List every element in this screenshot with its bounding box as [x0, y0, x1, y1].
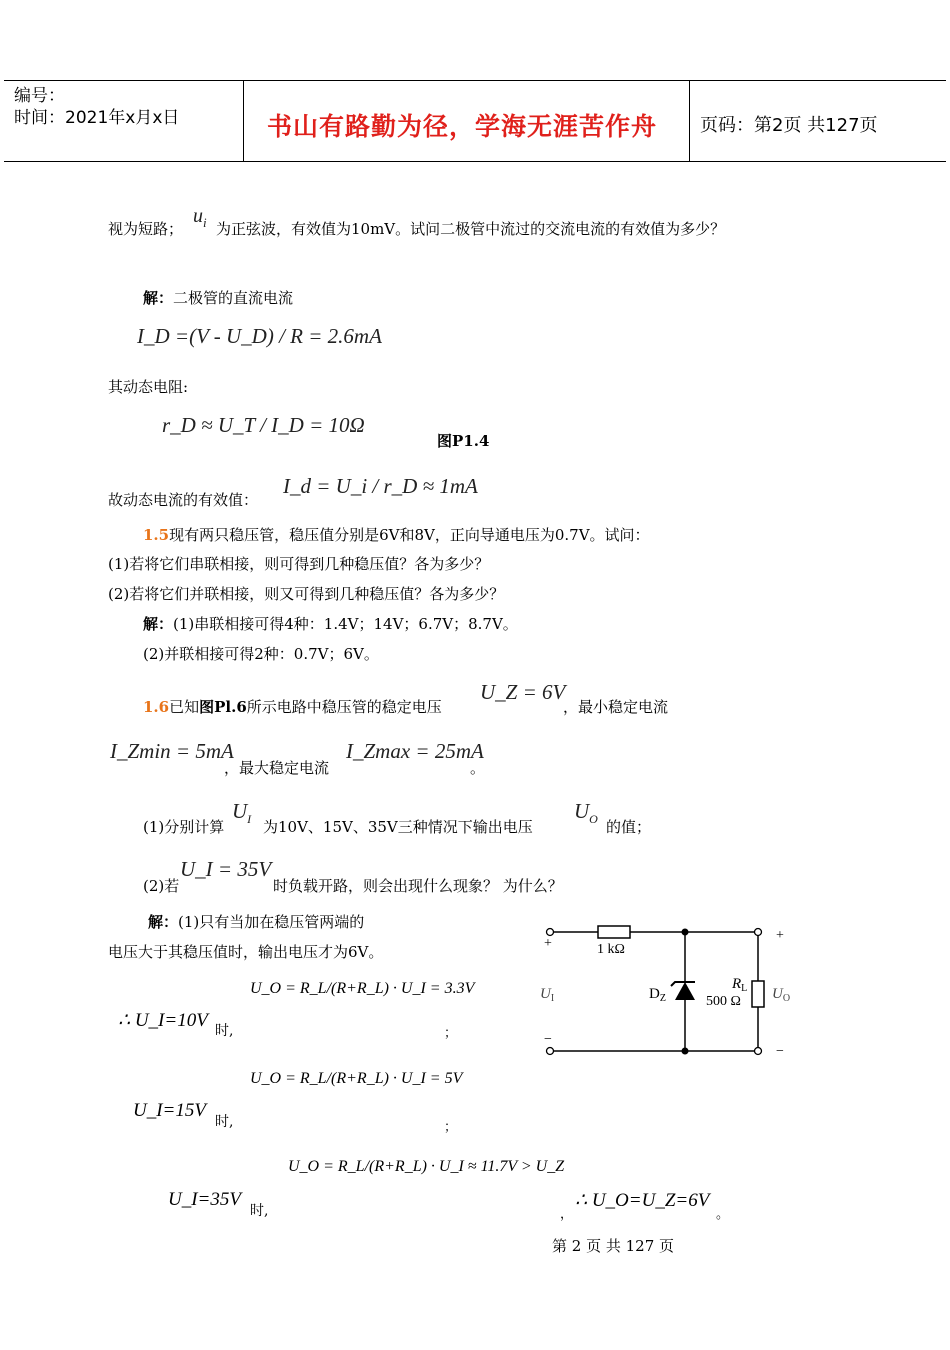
terminal-out-bottom	[755, 1048, 762, 1055]
equation-izmax: I_Zmax = 25mA	[346, 739, 484, 763]
question-1-6-part1b: 为10V、15V、35V三种情况下输出电压	[263, 818, 533, 836]
case3-comma: ，	[560, 1207, 574, 1222]
equation-izmin: I_Zmin = 5mA	[110, 739, 234, 763]
answer-1-6-line2: 电压大于其稳压值时，输出电压才为6V。	[108, 943, 384, 961]
label-uo: $U_O$	[772, 986, 791, 1004]
answer-1-6-line1	[148, 911, 364, 932]
answer-1-6-label: 解：	[148, 913, 179, 931]
question-1-5	[143, 524, 650, 545]
solution-label: 解：	[143, 289, 174, 307]
question-number-1-6: 1.6	[143, 698, 170, 716]
intro-line	[108, 218, 183, 239]
label-plus-out: +	[776, 928, 784, 943]
equation-rd: r_D ≈ U_T / I_D = 10Ω	[162, 413, 365, 437]
terminal-in-top	[547, 929, 554, 936]
header-top-rule	[4, 80, 946, 81]
header-page-info: 页码：第2页 共127页	[700, 115, 878, 136]
dynamic-resistance-label: 其动态电阻:	[108, 378, 189, 396]
case3-result: ∴ U_O=U_Z=6V	[575, 1190, 710, 1211]
case1-when: 时,	[215, 1023, 234, 1039]
header-divider-right	[689, 80, 690, 162]
case2-semicolon: ；	[444, 1120, 458, 1135]
equation-uz: U_Z = 6V	[480, 680, 566, 704]
question-1-6-figure-ref: 图Pl.6	[199, 698, 247, 716]
label-dz: $D_Z$	[649, 986, 666, 1004]
header-divider-left	[243, 80, 244, 162]
intro-text-b: 为正弦波，有效值为10mV。试问二极管中流过的交流电流的有效值为多少？	[216, 220, 726, 238]
question-1-6-part1a: (1)分别计算	[143, 818, 225, 836]
resistor-rl	[752, 981, 764, 1007]
answer-1-5-text1: (1)串联相接可得4种：1.4V；14V；6.7V；8.7V。	[173, 615, 518, 633]
terminal-in-bottom	[547, 1048, 554, 1055]
question-1-6-part2b: 时负载开路，则会出现什么现象？ 为什么？	[273, 877, 563, 895]
figure-label-p14: 图P1.4	[437, 432, 490, 450]
equation-ui35: U_I = 35V	[180, 857, 272, 881]
question-1-6-end: 。	[470, 759, 486, 777]
case2-condition: U_I=15V	[133, 1100, 206, 1121]
case1-semicolon: ；	[444, 1026, 458, 1041]
question-1-5-part1: (1)若将它们串联相接，则可得到几种稳压值？各为多少？	[108, 555, 490, 573]
header-motto: 书山有路勤为径，学海无涯苦作舟	[267, 112, 658, 141]
terminal-out-top	[755, 929, 762, 936]
answer-1-5-part1	[143, 613, 518, 634]
equation-id: I_D =(V - U_D) / R = 2.6mA	[137, 324, 382, 348]
solution-text: 二极管的直流电流	[173, 289, 294, 307]
label-plus-in: +	[544, 936, 552, 951]
case2-equation: U_O = R_L/(R+R_L) · U_I = 5V	[250, 1070, 463, 1087]
equation-idd: I_d = U_i / r_D ≈ 1mA	[283, 474, 478, 498]
label-ui: $U_I$	[540, 986, 555, 1004]
document-number-label: 编号：	[14, 86, 65, 106]
question-1-6-text-a: 已知	[169, 698, 200, 716]
label-minus-in: −	[544, 1032, 552, 1047]
footer-page-number: 第 2 页 共 127 页	[552, 1237, 675, 1255]
case3-period: 。	[716, 1207, 730, 1222]
answer-1-6-text1: (1)只有当加在稳压管两端的	[178, 913, 365, 931]
intro-text-a: 视为短路；	[108, 220, 184, 238]
case3-when: 时,	[250, 1203, 269, 1219]
label-r-value: 1 kΩ	[597, 942, 625, 957]
label-rl: $R_L$	[732, 976, 748, 994]
intro-var-ui: $u_i$	[193, 205, 207, 230]
resistor-r	[598, 926, 630, 938]
circuit-diagram	[536, 915, 798, 1070]
case1-condition: ∴ U_I=10V	[118, 1010, 208, 1031]
zener-diode-icon	[675, 982, 695, 1000]
case1-equation: U_O = R_L/(R+R_L) · U_I = 3.3V	[250, 980, 475, 997]
question-1-6-part1c: 的值；	[606, 818, 652, 836]
header-bottom-rule	[4, 161, 946, 162]
case2-when: 时,	[215, 1114, 234, 1130]
question-1-6-text-c: ，最小稳定电流	[563, 698, 669, 716]
question-1-5-text: 现有两只稳压管，稳压值分别是6V和8V，正向导通电压为0.7V。试问：	[169, 526, 650, 544]
question-1-6-text-d: ，最大稳定电流	[224, 759, 330, 777]
document-date-label: 时间：2021年x月x日	[14, 108, 180, 128]
solution-line	[143, 287, 293, 308]
answer-1-5-part2: (2)并联相接可得2种：0.7V；6V。	[143, 645, 379, 663]
question-1-6-part2a: (2)若	[143, 877, 180, 895]
question-1-6-text-b: 所示电路中稳压管的稳定电压	[246, 698, 442, 716]
var-ui: $U_I$	[232, 799, 252, 827]
case3-condition: U_I=35V	[168, 1189, 241, 1210]
var-uo: $U_O$	[574, 799, 598, 827]
zener-bar	[671, 982, 695, 986]
case3-equation: U_O = R_L/(R+R_L) · U_I ≈ 11.7V > U_Z	[288, 1158, 565, 1175]
question-number-1-5: 1.5	[143, 526, 170, 544]
answer-label: 解：	[143, 615, 174, 633]
label-rl-value: 500 Ω	[706, 994, 741, 1009]
effective-value-label: 故动态电流的有效值：	[108, 491, 259, 509]
question-1-6	[143, 696, 442, 717]
label-minus-out: −	[776, 1044, 784, 1059]
question-1-5-part2: (2)若将它们并联相接，则又可得到几种稳压值？各为多少？	[108, 585, 505, 603]
